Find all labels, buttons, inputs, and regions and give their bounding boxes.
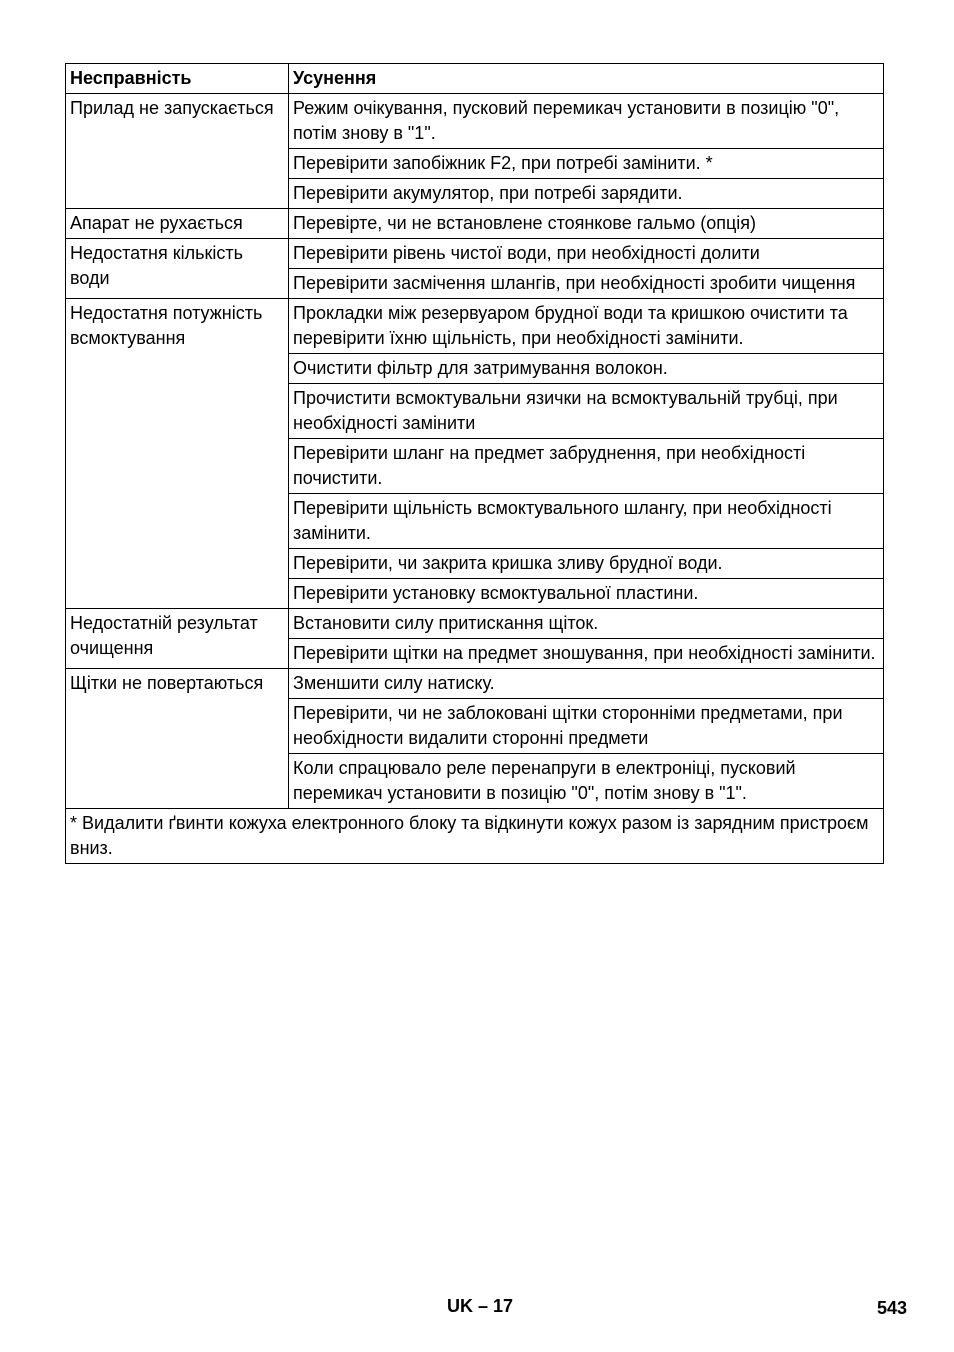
fault-cell: Прилад не запускається <box>66 94 289 209</box>
remedy-cell: Перевірити рівень чистої води, при необхідності долити <box>289 239 884 269</box>
remedy-column-header: Усунення <box>289 64 884 94</box>
remedy-cell: Коли спрацювало реле перенапруги в електроніці, пусковий перемикач установити в позицію "0", потім знову в "1". <box>289 754 884 809</box>
fault-column-header: Несправність <box>66 64 289 94</box>
fault-cell: Недостатній результат очищення <box>66 609 289 669</box>
troubleshooting-table <box>65 63 884 864</box>
table-body <box>66 94 884 864</box>
remedy-cell: Прокладки між резервуаром брудної води та кришкою очистити та перевірити їхню щільність, при необхідності замінити. <box>289 299 884 354</box>
remedy-cell: Зменшити силу натиску. <box>289 669 884 699</box>
fault-cell: Недостатня кількість води <box>66 239 289 299</box>
table-row <box>66 209 884 239</box>
remedy-cell: Перевірити щільність всмоктувального шлангу, при необхідності замінити. <box>289 494 884 549</box>
remedy-cell: Перевірте, чи не встановлене стоянкове гальмо (опція) <box>289 209 884 239</box>
remedy-cell: Перевірити, чи закрита кришка зливу брудної води. <box>289 549 884 579</box>
remedy-cell: Перевірити, чи не заблоковані щітки сторонніми предметами, при необхідности видалити сторонні предмети <box>289 699 884 754</box>
remedy-cell: Перевірити засмічення шлангів, при необхідності зробити чищення <box>289 269 884 299</box>
remedy-cell: Перевірити установку всмоктувальної пластини. <box>289 579 884 609</box>
table-row <box>66 669 884 699</box>
remedy-cell: Перевірити акумулятор, при потребі зарядити. <box>289 179 884 209</box>
page-footer-code: UK – 17 <box>447 1296 514 1316</box>
remedy-cell: Перевірити шланг на предмет забруднення, при необхідності почистити. <box>289 439 884 494</box>
remedy-cell: Перевірити запобіжник F2, при потребі замінити. * <box>289 149 884 179</box>
footnote-row <box>66 809 884 864</box>
table-row <box>66 299 884 354</box>
page-number: 543 <box>877 1298 908 1318</box>
table-row <box>66 609 884 639</box>
fault-cell: Недостатня потужність всмоктування <box>66 299 289 609</box>
table-row <box>66 239 884 269</box>
remedy-cell: Прочистити всмоктувальни язички на всмоктувальній трубці, при необхідності замінити <box>289 384 884 439</box>
remedy-cell: Очистити фільтр для затримування волокон. <box>289 354 884 384</box>
footnote-cell: * Видалити ґвинти кожуха електронного блоку та відкинути кожух разом із зарядним пристроєм вниз. <box>66 809 884 864</box>
fault-cell: Щітки не повертаються <box>66 669 289 809</box>
fault-cell: Апарат не рухається <box>66 209 289 239</box>
remedy-cell: Режим очікування, пусковий перемикач установити в позицію "0", потім знову в "1". <box>289 94 884 149</box>
remedy-cell: Перевірити щітки на предмет зношування, при необхідності замінити. <box>289 639 884 669</box>
remedy-cell: Встановити силу притискання щіток. <box>289 609 884 639</box>
table-row <box>66 94 884 149</box>
table-header-row <box>66 64 884 94</box>
